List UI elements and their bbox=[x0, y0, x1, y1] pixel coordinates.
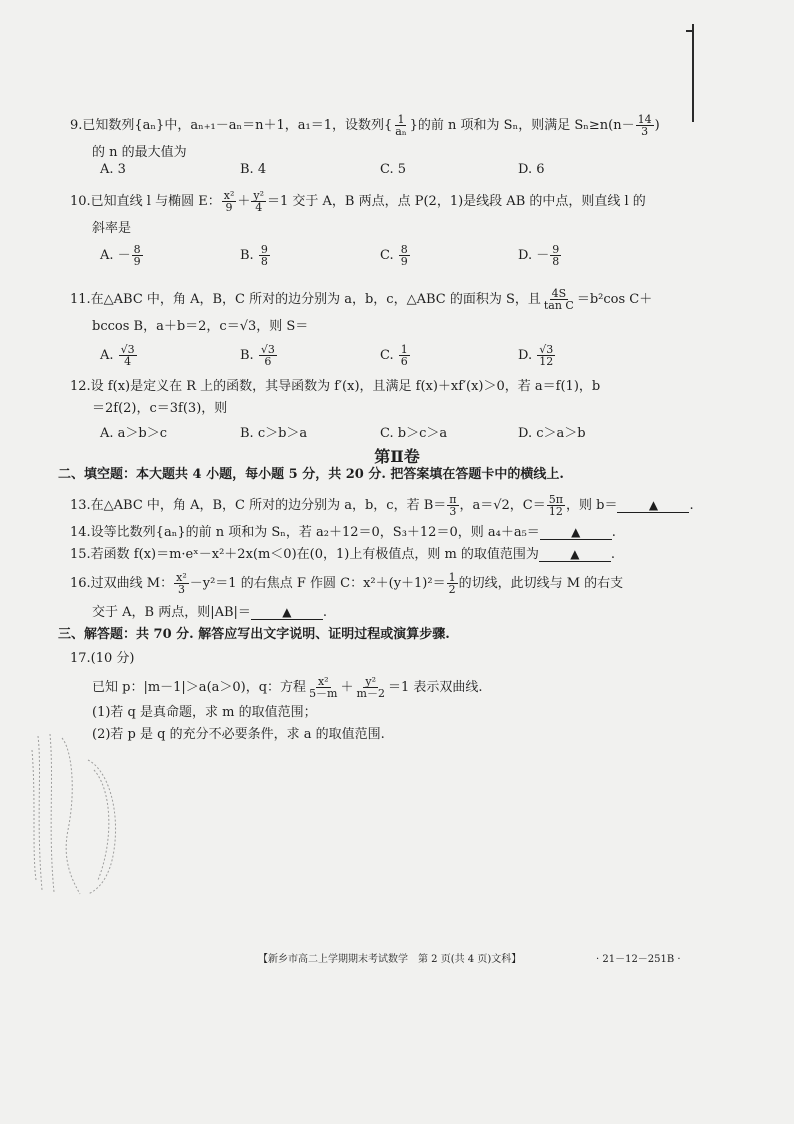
q12-option-a: A. a＞b＞c bbox=[100, 426, 168, 441]
question-10-line2: 斜率是 bbox=[92, 221, 132, 236]
q12-option-b: B. c＞b＞a bbox=[240, 426, 308, 441]
fraction: $\frac{14}{3}$ bbox=[637, 113, 652, 138]
q10-option-b: B. $\frac{9}{8}$ bbox=[240, 243, 268, 268]
q11-option-d: D. $\frac{√3}{12}$ bbox=[518, 343, 554, 368]
fraction: $\frac{\text{x²}}{9}$ bbox=[223, 189, 235, 214]
question-14: 14.设等比数列{aₙ}的前 n 项和为 Sₙ，若 a₂＋12＝0，S₃＋12＝0，则 a₄＋a₅＝ ▲ . bbox=[70, 525, 616, 540]
question-9: 9.已知数列{aₙ}中，aₙ₊₁－aₙ＝n＋1，a₁＝1，设数列{ $\frac{1}{\text{aₙ}}$ }的前 n 项和为 Sₙ，则满足 Sₙ≥n(n－ $\frac{14}{3}$ ) bbox=[70, 113, 660, 138]
section-2-title: 第Ⅱ卷 bbox=[374, 447, 420, 466]
answer-blank: ▲ bbox=[539, 547, 611, 562]
question-9-line2: 的 n 的最大值为 bbox=[92, 145, 187, 160]
question-11-line2: bccos B，a＋b＝2，c＝√3，则 S＝ bbox=[92, 319, 309, 334]
binding-line bbox=[692, 24, 694, 122]
question-15: 15.若函数 f(x)＝m·eˣ－x²＋2x(m＜0)在(0，1)上有极值点，则 m 的取值范围为 ▲ . bbox=[70, 547, 616, 562]
fraction: $\frac{1}{\text{aₙ}}$ bbox=[395, 113, 407, 138]
fraction: $\frac{4S}{\text{tan C}}$ bbox=[543, 287, 574, 312]
solution-header: 三、解答题：共 70 分. 解答应写出文字说明、证明过程或演算步骤. bbox=[58, 627, 450, 642]
answer-blank: ▲ bbox=[540, 525, 612, 540]
question-17-head: 17.(10 分) bbox=[70, 651, 135, 666]
exam-code: · 21－12－251B · bbox=[596, 954, 681, 965]
question-16-line2: 交于 A，B 两点，则|AB|＝ ▲ . bbox=[92, 605, 328, 620]
bleed-through-marks bbox=[28, 730, 138, 898]
q11-option-a: A. $\frac{√3}{4}$ bbox=[100, 343, 135, 368]
question-17: 已知 p：|m－1|＞a(a＞0)，q：方程 $\frac{\text{x²}}{5-m}$ ＋ $\frac{\text{y²}}{m-2}$ ＝1 表示双曲线. bbox=[92, 675, 483, 700]
question-16: 16.过双曲线 M： $\frac{\text{x²}}{3}$ －y²＝1 的右焦点 F 作圆 C：x²＋(y＋1)²＝ $\frac{1}{2}$ 的切线，此切线与 M 的右支 bbox=[70, 571, 624, 596]
q10-option-c: C. $\frac{8}{9}$ bbox=[380, 243, 408, 268]
question-17-part1: (1)若 q 是真命题，求 m 的取值范围； bbox=[92, 705, 317, 720]
binding-tick bbox=[686, 30, 694, 32]
q11-option-c: C. $\frac{1}{6}$ bbox=[380, 343, 408, 368]
question-11: 11.在△ABC 中，角 A，B，C 所对的边分别为 a，b，c，△ABC 的面积为 S，且 $\frac{4S}{\text{tan C}}$ ＝b²cos C＋ bbox=[70, 287, 653, 312]
q9-option-b: B. 4 bbox=[240, 162, 267, 177]
q12-option-d: D. c＞a＞b bbox=[518, 426, 586, 441]
q10-option-a: A. － $\frac{8}{9}$ bbox=[100, 243, 141, 268]
question-13: 13.在△ABC 中，角 A，B，C 所对的边分别为 a，b，c，若 B＝ $\frac{\pi}{3}$ ，a＝√2，C＝ $\frac{5\pi}{12}$ ，则 b＝ ▲ . bbox=[70, 493, 694, 518]
page-footer: 【新乡市高二上学期期末考试数学 第 2 页(共 4 页)文科】 bbox=[258, 954, 522, 965]
answer-blank: ▲ bbox=[617, 498, 689, 513]
question-12-line2: ＝2f(2)，c＝3f(3)，则 bbox=[92, 401, 228, 416]
fraction: $\frac{\text{y²}}{4}$ bbox=[253, 189, 264, 214]
q9-option-d: D. 6 bbox=[518, 162, 545, 177]
q12-option-c: C. b＞c＞a bbox=[380, 426, 448, 441]
q9-option-a: A. 3 bbox=[100, 162, 126, 177]
q11-option-b: B. $\frac{√3}{6}$ bbox=[240, 343, 275, 368]
question-17-part2: (2)若 p 是 q 的充分不必要条件，求 a 的取值范围. bbox=[92, 727, 385, 742]
fill-in-header: 二、填空题：本大题共 4 小题，每小题 5 分，共 20 分. 把答案填在答题卡中的横线上. bbox=[58, 467, 564, 482]
answer-blank: ▲ bbox=[251, 605, 323, 620]
q10-option-d: D. － $\frac{9}{8}$ bbox=[518, 243, 560, 268]
q9-option-c: C. 5 bbox=[380, 162, 407, 177]
question-10: 10.已知直线 l 与椭圆 E： $\frac{\text{x²}}{9}$ ＋ $\frac{\text{y²}}{4}$ ＝1 交于 A，B 两点，点 P(2，1)是线段 AB 的中点，则直线 l 的 bbox=[70, 189, 646, 214]
question-12: 12.设 f(x)是定义在 R 上的函数，其导函数为 f′(x)，且满足 f(x)＋xf′(x)＞0，若 a＝f(1)，b bbox=[70, 379, 601, 394]
